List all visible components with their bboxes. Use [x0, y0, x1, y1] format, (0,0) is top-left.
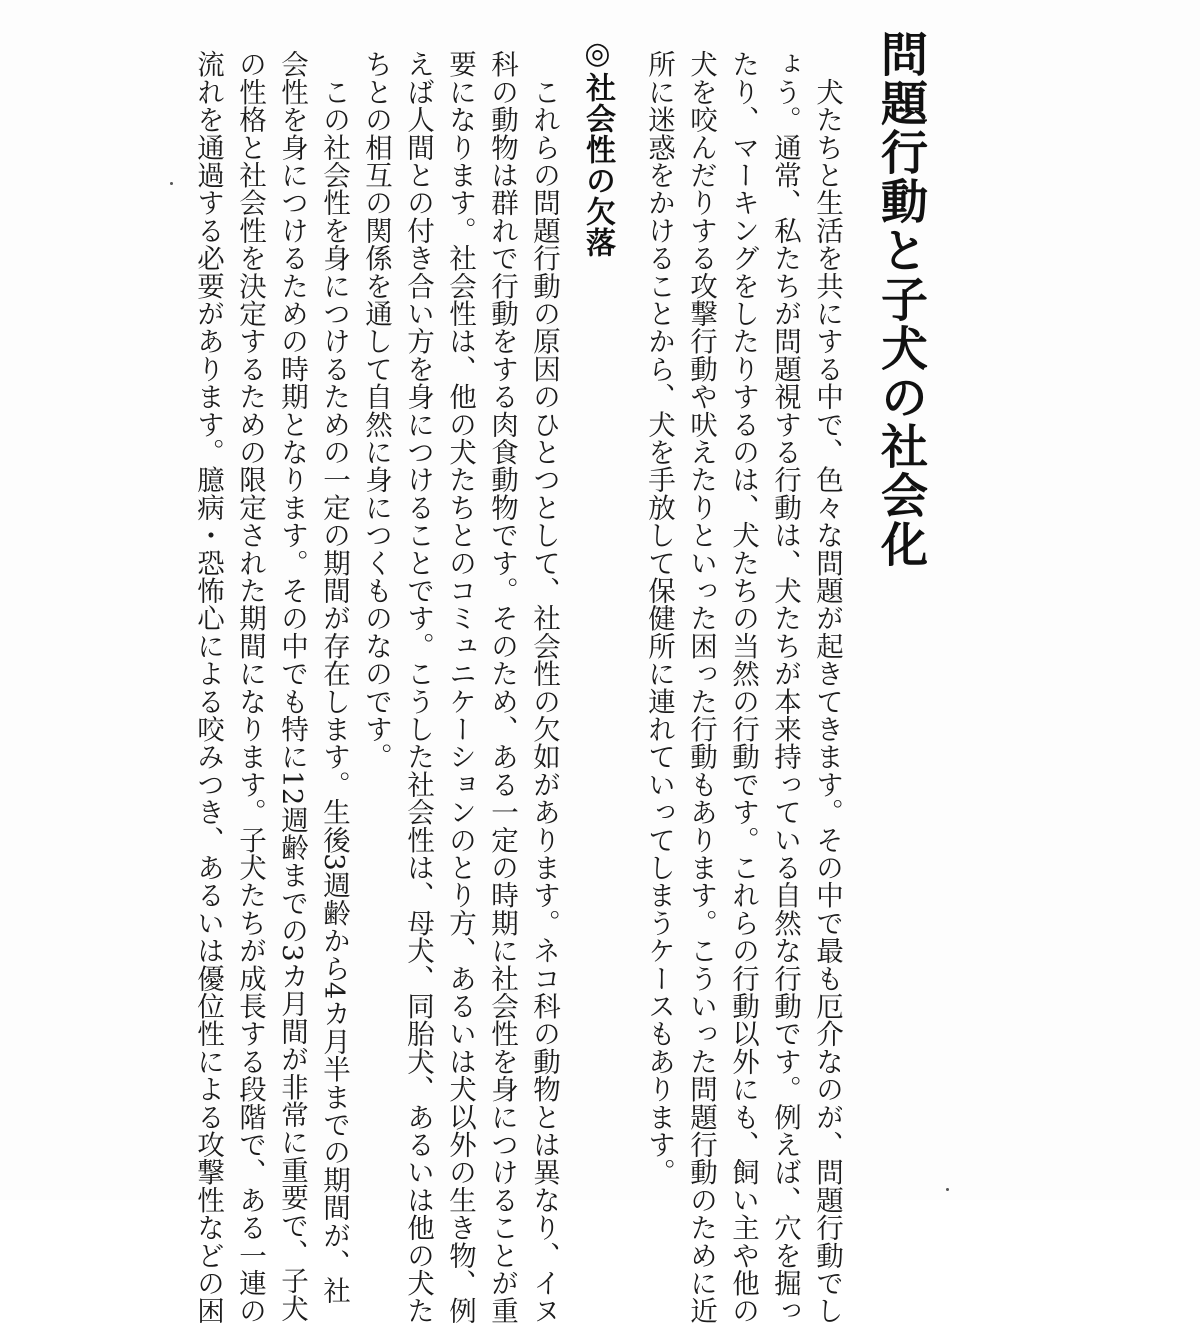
paragraph-line: この社会性を身につけるための一定の期間が存在します。生後3週齢から4カ月半までの期間が、社 [318, 50, 350, 1305]
paragraph-line: えば人間との付き合い方を身につけることです。こうした社会性は、母犬、同胎犬、あるいは他の犬た [402, 50, 434, 1324]
scan-speck [170, 182, 173, 185]
paragraph-line: 要になります。社会性は、他の犬たちとのコミュニケーションのとり方、あるいは犬以外の生き物、例 [444, 50, 476, 1324]
section-heading: ◎社会性の欠落 [580, 36, 615, 258]
paragraph-line: これらの問題行動の原因のひとつとして、社会性の欠如があります。ネコ科の動物とは異なり、イヌ [528, 50, 560, 1324]
paragraph-line: 犬を咬んだりする攻撃行動や吠えたりといった困った行動もあります。こういった問題行動のために近 [685, 50, 717, 1324]
paragraph-line: 科の動物は群れで行動をする肉食動物です。そのため、ある一定の時期に社会性を身につけることが重 [486, 50, 518, 1324]
paragraph-line: たり、マーキングをしたりするのは、犬たちの当然の行動です。これらの行動以外にも、飼い主や他の [727, 50, 759, 1324]
paragraph-line: 所に迷惑をかけることから、犬を手放して保健所に連れていってしまうケースもあります。 [643, 50, 675, 1186]
paragraph-line: ょう。通常、私たちが問題視する行動は、犬たちが本来持っている自然な行動です。例えば、穴を掘っ [769, 50, 801, 1324]
paragraph-line: 会性を身につけるための時期となります。その中でも特に12週齢までの3カ月間が非常に重要で、子犬 [276, 50, 308, 1322]
paragraph-line: 流れを通過する必要があります。臆病・恐怖心による咬みつき、あるいは優位性による攻撃性などの困 [192, 50, 224, 1324]
paragraph-line: の性格と社会性を決定するための限定された期間になります。子犬たちが成長する段階で、ある一連の [234, 50, 266, 1324]
page-title: 問題行動と子犬の社会化 [873, 30, 928, 569]
paragraph-line: 犬たちと生活を共にする中で、色々な問題が起きてきます。その中で最も厄介なのが、問題行動でし [811, 50, 843, 1324]
paragraph-line: ちとの相互の関係を通して自然に身につくものなのです。 [360, 50, 392, 771]
scan-speck [946, 1188, 949, 1191]
